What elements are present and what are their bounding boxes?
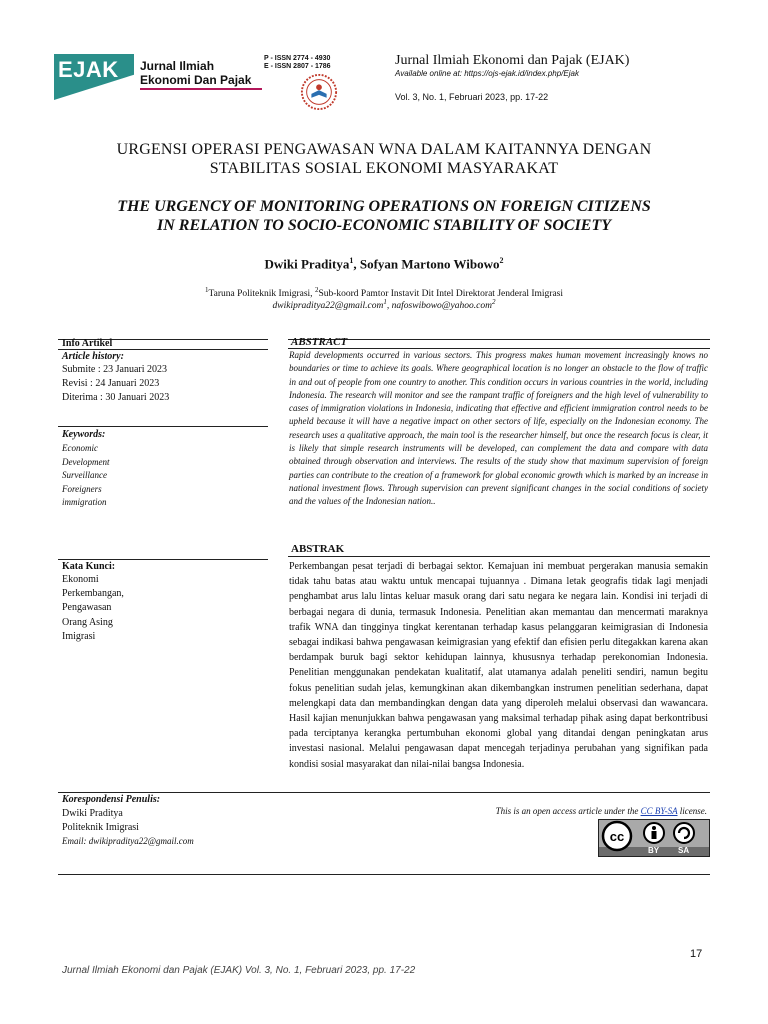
korespondensi-label: Korespondensi Penulis: <box>62 794 161 805</box>
submit-date: Submite : 23 Januari 2023 <box>62 364 167 375</box>
logo-journal-name: Jurnal Ilmiah Ekonomi Dan Pajak <box>140 59 252 87</box>
rule <box>288 339 710 340</box>
title-indonesian: URGENSI OPERASI PENGAWASAN WNA DALAM KAITANNYA DENGAN STABILITAS SOSIAL EKONOMI MASYARAKAT <box>116 141 652 177</box>
title-english: THE URGENCY OF MONITORING OPERATIONS ON FOREIGN CITIZENS IN RELATION TO SOCIO-ECONOMIC STABILITY OF SOCIETY <box>117 198 651 234</box>
revisi-date: Revisi : 24 Januari 2023 <box>62 378 160 389</box>
journal-url[interactable]: Available online at: https://ojs-ejak.id/index.php/Ejak <box>395 69 579 78</box>
diterima-date: Diterima : 30 Januari 2023 <box>62 392 170 403</box>
rule <box>58 426 268 427</box>
issn-block <box>264 55 331 71</box>
cc-by-label: BY <box>648 846 660 855</box>
cc-sa-label: SA <box>678 846 690 855</box>
info-heading: Info Artikel <box>62 338 113 349</box>
authors: Dwiki Praditya$^1$, Sofyan Martono Wibowo$^2$ <box>264 256 504 272</box>
cc-by-sa-badge[interactable] <box>598 819 710 857</box>
page-footer: Jurnal Ilmiah Ekonomi dan Pajak (EJAK) Vol. 3, No. 1, Februari 2023, pp. 17-22 <box>62 965 416 976</box>
abstract-heading: ABSTRACT <box>291 336 348 348</box>
e-issn: E - ISSN 2807 - 1786 <box>264 63 331 70</box>
journal-volume: Vol. 3, No. 1, Februari 2023, pp. 17-22 <box>395 92 549 102</box>
seal-icon <box>300 73 338 111</box>
affiliations: $^1$Taruna Politeknik Imigrasi, $^2$Sub-koord Pamtor Instavit Dit Intel Direktorat Jenderal Imigrasi <box>204 286 564 300</box>
rule <box>58 874 710 875</box>
abstrak-text: Perkembangan pesat terjadi di berbagai sektor. Kemajuan ini membuat pergerakan manusia semakin tidak tahu batas atau waktu untuk mencapai tujuannya . Dimana letak geografis tidak lagi menjadi penghambat arus lalu lintas keluar masuk orang dari satu negara ke negara lain. Kondisi ini terjadi di berbagai negara di dunia, termasuk Indonesia. Penelitian akan memantau dan mencermati maraknya trafik WNA dan tingginya tingkat kerentanan terhadap kasus pelanggaran keimigrasian di Indonesia sebagai indikasi bahwa pengawasan keimigrasian yang efektif dan efisien perlu ditegakkan karena akan berdampak buruk bagi sektor kehidupan lainnya, khususnya terhadap perekonomian Indonesia. Penelitian menggunakan pendekatan kualitatif, alat utamanya adalah peneliti sendiri, namun begitu fokus penelitian sudah jelas, kemungkinan akan dikembangkan instrumen penelitian sederhana, dapat melengkapi data dan membandingkan dengan data yang diperoleh melalui observasi dan wawancara. Hasil kajian menunjukkan bahwa pengawasan yang maksimal terhadap pihak asing dapat berkontribusi pada terciptanya kerangka pertumbuhan ekonomi global yang ditandai dengan peningkatan arus investasi nasional. Melalui pengawasan dapat mencegah terjadinya perubahan yang signifikan pada kondisi sosial masyarakat dan nilai-nilai bangsa Indonesia. <box>289 561 708 770</box>
kata-kunci-list: Ekonomi Perkembangan, Pengawasan Orang Asing Imigrasi <box>62 574 124 642</box>
page-number: 17 <box>690 948 703 960</box>
license-note: This is an open access article under the CC BY-SA license. <box>495 806 707 816</box>
abstract-text: Rapid developments occurred in various sectors. This progress makes human movement increasingly knows no boundaries or time to achieve its goals. Where geographical location is no longer an obstacle to the flow of traffic in and out of people from one country to another. This condition occurs in various countries in the world, including Indonesia. The research will monitor and see the rampant traffic of foreigners and the high level of vulnerability to cases of immigration violations in Indonesia, indicating that effective and efficient immigration control needs to be upheld because it will have a negative impact on other sectors of life, especially on the Indonesian economy. The research uses a qualitative approach, the main tool is the researcher himself, but once the research focus is clear, it is likely that simple research instruments will be developed, can complement the data and compare with data obtained through observation and interviews. The results of the study show that maximum supervision of foreign parties can contribute to the creation of a framework for global economic growth which is marked by an increase in national investment flows. Through supervision can prevent significant changes in the social conditions of society and the values of the Indonesian nation.. <box>289 350 708 507</box>
correspondent-name: Dwiki Praditya <box>62 808 123 819</box>
correspondent-institution: Politeknik Imigrasi <box>62 822 139 833</box>
journal-title: Jurnal Ilmiah Ekonomi dan Pajak (EJAK) <box>395 53 630 68</box>
svg-text:cc: cc <box>609 829 625 844</box>
license-link[interactable]: CC BY-SA <box>640 806 678 816</box>
p-issn: P - ISSN 2774 - 4930 <box>264 55 331 62</box>
rule <box>288 556 710 557</box>
history-label: Article history: <box>62 351 124 362</box>
correspondent-email: Email: dwikipraditya22@gmail.com <box>62 836 194 846</box>
keywords-list: Economic Development Surveillance Foreigners immigration <box>62 443 110 508</box>
abstrak-heading: ABSTRAK <box>291 543 345 555</box>
logo-text: EJAK <box>58 57 119 82</box>
author-emails: dwikipraditya22@gmail.com$^1$, nafoswibowo@yahoo.com$^2$ <box>272 298 496 312</box>
keywords-label: Keywords: <box>62 429 106 440</box>
kata-kunci-label: Kata Kunci: <box>62 561 116 572</box>
logo-underline <box>140 88 262 90</box>
